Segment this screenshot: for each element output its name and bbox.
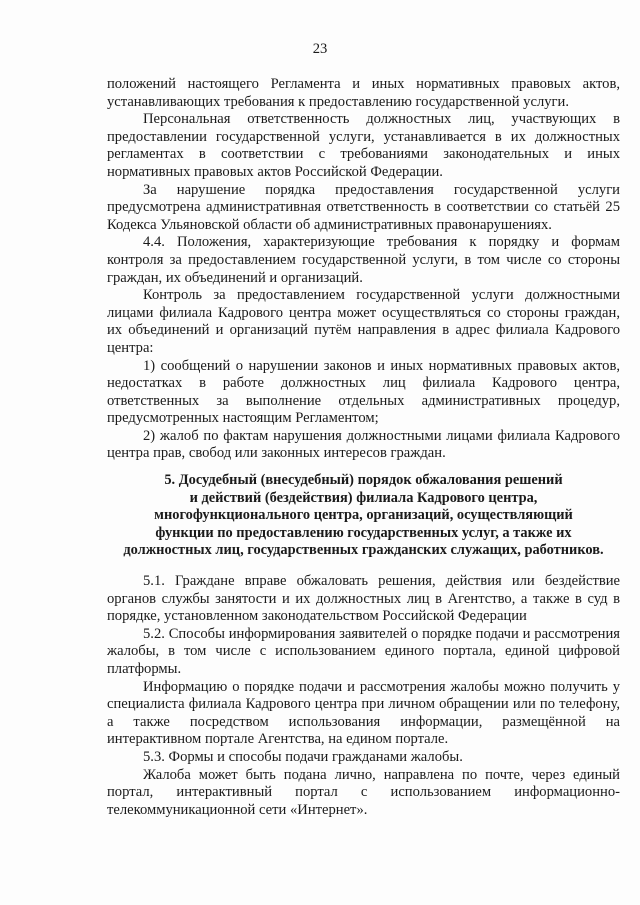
heading-line: функции по предоставлению государственных услуг, а также их xyxy=(155,524,572,541)
paragraph: 5.1. Граждане вправе обжаловать решения, действия или бездействие органов службы занятости и их должностных лиц в Агентство, а также в суд в порядке, установленном законодательством Российской Федерации xyxy=(107,573,620,625)
paragraph: Жалоба может быть подана лично, направлена по почте, через единый портал, интерактивный портал с использованием информационно-телекоммуникационной сети «Интернет». xyxy=(107,766,620,818)
section-heading xyxy=(107,472,620,560)
heading-line: и действий (бездействия) филиала Кадрового центра, xyxy=(189,489,538,506)
text-block-appeal xyxy=(107,573,620,819)
list-item: 1) сообщений о нарушении законов и иных нормативных правовых актов, недостатках в работе должностных лиц филиала Кадрового центра, ответственных за выполнение отдельных административных процедур, предусмотренных настоящим Регламентом; xyxy=(107,357,620,427)
heading-line: должностных лиц, государственных гражданских служащих, работников. xyxy=(123,542,604,559)
paragraph: 4.4. Положения, характеризующие требования к порядку и формам контроля за предоставлением государственной услуги, в том числе со стороны граждан, их объединений и организаций. xyxy=(107,234,620,286)
paragraph: 5.3. Формы и способы подачи гражданами жалобы. xyxy=(143,748,463,765)
heading-line: 5. Досудебный (внесудебный) порядок обжалования решений xyxy=(164,472,563,488)
list-item: 2) жалоб по фактам нарушения должностными лицами филиала Кадрового центра прав, свобод или законных интересов граждан. xyxy=(107,427,620,462)
paragraph: 5.2. Способы информирования заявителей о порядке подачи и рассмотрения жалобы, в том числе с использованием единого портала, единой цифровой платформы. xyxy=(107,625,620,677)
paragraph: Контроль за предоставлением государственной услуги должностными лицами филиала Кадрового центра может осуществляться со стороны граждан, их объединений и организаций путём направления в адрес филиала Кадрового центра: xyxy=(107,287,620,356)
paragraph: Информацию о порядке подачи и рассмотрения жалобы можно получить у специалиста филиала Кадрового центра при личном обращении или по телефону, а также посредством использования информации, размещённой на интерактивном портале Агентства, на едином портале. xyxy=(107,678,620,748)
text-block-control xyxy=(107,76,620,463)
paragraph: Персональная ответственность должностных лиц, участвующих в предоставлении государственной услуги, устанавливается в их должностных регламентах в соответствии с требованиями законодательных и иных нормативных правовых актов Российской Федерации. xyxy=(107,111,620,180)
paragraph: За нарушение порядка предоставления государственной услуги предусмотрена административная ответственность в соответствии со статьёй 25 Кодекса Ульяновской области об административных правонарушениях. xyxy=(107,181,620,233)
heading-line: многофункционального центра, организаций, осуществляющий xyxy=(154,507,573,524)
page-number: 23 xyxy=(312,41,328,57)
paragraph: положений настоящего Регламента и иных нормативных правовых актов, устанавливающих требования к предоставлению государственной услуги. xyxy=(107,76,620,110)
